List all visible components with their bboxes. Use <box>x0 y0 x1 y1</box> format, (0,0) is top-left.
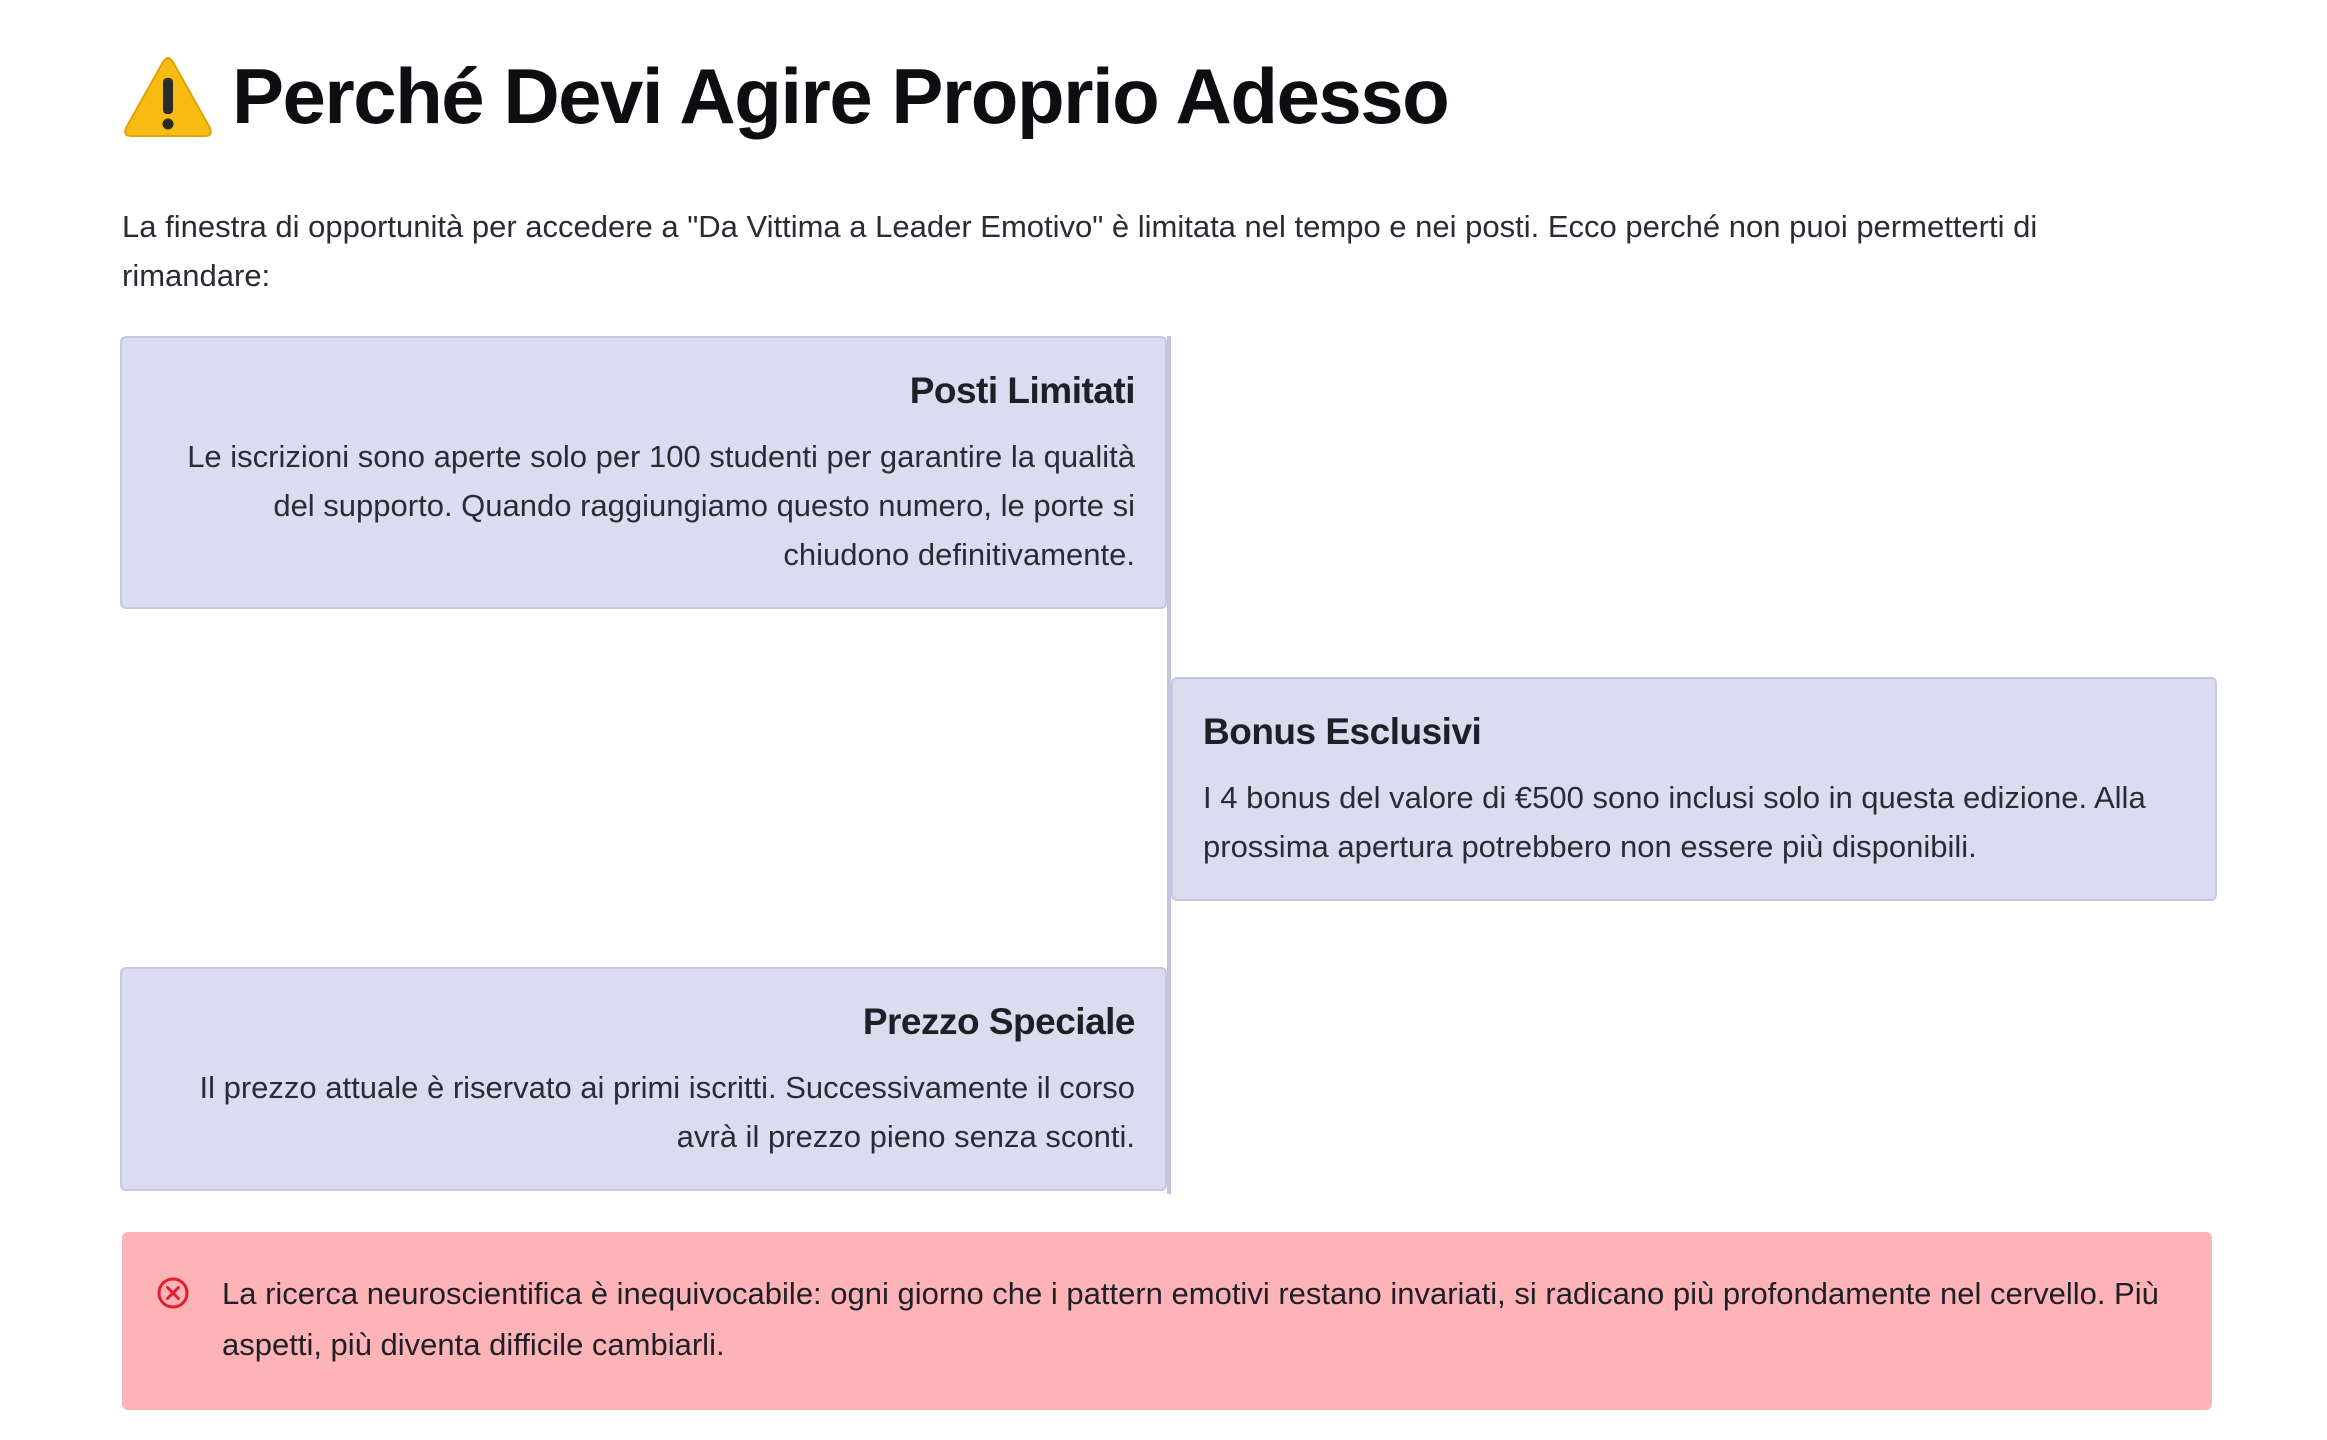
card-title: Bonus Esclusivi <box>1203 711 1482 752</box>
card-text: Il prezzo attuale è riservato ai primi iscritti. Successivamente il corso avrà il prezzo pieno senza sconti. <box>199 1070 1135 1154</box>
card-text: Le iscrizioni sono aperte solo per 100 studenti per garantire la qualità del supporto. Quando raggiungiamo questo numero, le porte si chiudono definitivamente. <box>187 439 1135 572</box>
page-header <box>122 48 1448 144</box>
error-circle-icon <box>156 1276 190 1310</box>
card-text: I 4 bonus del valore di €500 sono inclusi solo in questa edizione. Alla prossima apertura potrebbero non essere più disponibili. <box>1203 780 2146 864</box>
timeline-card-bonus-esclusivi <box>1171 677 2217 901</box>
page-title: Perché Devi Agire Proprio Adesso <box>232 51 1449 140</box>
timeline-card-prezzo-speciale <box>120 967 1167 1191</box>
card-title: Prezzo Speciale <box>862 1001 1135 1042</box>
alert-text: La ricerca neuroscientifica è inequivocabile: ogni giorno che i pattern emotivi restano invariati, si radicano più profondamente nel cervello. Più aspetti, più diventa difficile cambiarli. <box>222 1276 2159 1362</box>
timeline-card-posti-limitati <box>120 336 1167 609</box>
intro-paragraph: La finestra di opportunità per accedere a "Da Vittima a Leader Emotivo" è limitata nel tempo e nei posti. Ecco perché non puoi permetterti di rimandare: <box>122 209 2038 293</box>
warning-icon <box>122 50 214 142</box>
alert-box <box>122 1232 2212 1410</box>
timeline <box>122 336 2212 1196</box>
card-title: Posti Limitati <box>909 370 1135 411</box>
